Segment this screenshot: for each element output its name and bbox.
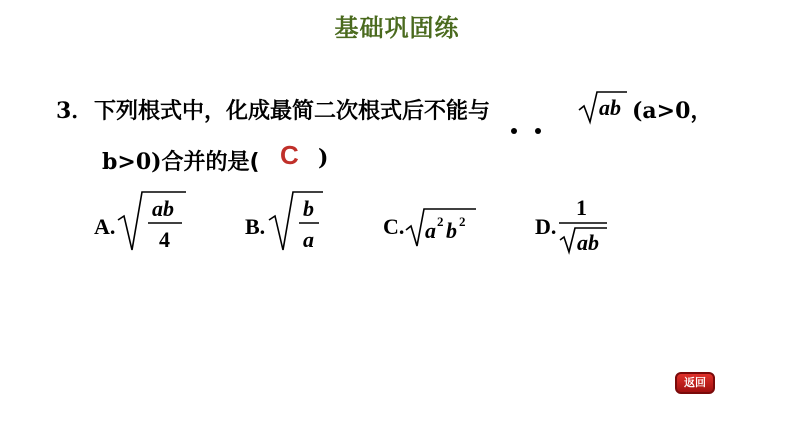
option-c-base2: b bbox=[446, 218, 457, 243]
option-a-denominator: 4 bbox=[159, 227, 170, 252]
question-tail: 合并的是( bbox=[161, 150, 260, 175]
emphasis-dot-2 bbox=[535, 128, 541, 134]
option-a-label: A. bbox=[94, 214, 116, 239]
condition-b: b>0) bbox=[102, 149, 162, 175]
section-title: 基础巩固练 bbox=[334, 14, 460, 42]
emphasis-dot-1 bbox=[511, 128, 517, 134]
option-c-base1: a bbox=[425, 218, 436, 243]
option-d-numerator: 1 bbox=[576, 195, 587, 220]
question-line-2 bbox=[102, 145, 260, 176]
option-d-radicand: ab bbox=[577, 230, 599, 255]
condition-a: (a>0， bbox=[632, 98, 713, 124]
inline-radicand: ab bbox=[599, 95, 621, 120]
question-number: 3． bbox=[56, 98, 94, 124]
option-d-formula bbox=[557, 192, 611, 256]
option-b-label: B. bbox=[245, 214, 266, 239]
back-button[interactable]: 返回 bbox=[675, 372, 715, 394]
option-a-formula bbox=[116, 190, 188, 254]
option-b-formula bbox=[267, 190, 327, 254]
option-c-formula bbox=[404, 206, 480, 250]
option-c-exp2: 2 bbox=[459, 214, 466, 229]
option-b-denominator: a bbox=[303, 227, 314, 252]
answer-letter: C bbox=[280, 140, 299, 170]
close-paren: ) bbox=[318, 145, 329, 171]
option-b-numerator: b bbox=[303, 196, 314, 221]
inline-sqrt-ab bbox=[577, 88, 629, 128]
option-c-label: C. bbox=[383, 214, 405, 239]
option-d-label: D. bbox=[535, 214, 557, 239]
question-stem: 下列根式中，化成最简二次根式后不能与 bbox=[94, 99, 491, 124]
question-line-1 bbox=[56, 94, 490, 125]
option-a-numerator: ab bbox=[152, 196, 174, 221]
option-c-exp1: 2 bbox=[437, 214, 444, 229]
